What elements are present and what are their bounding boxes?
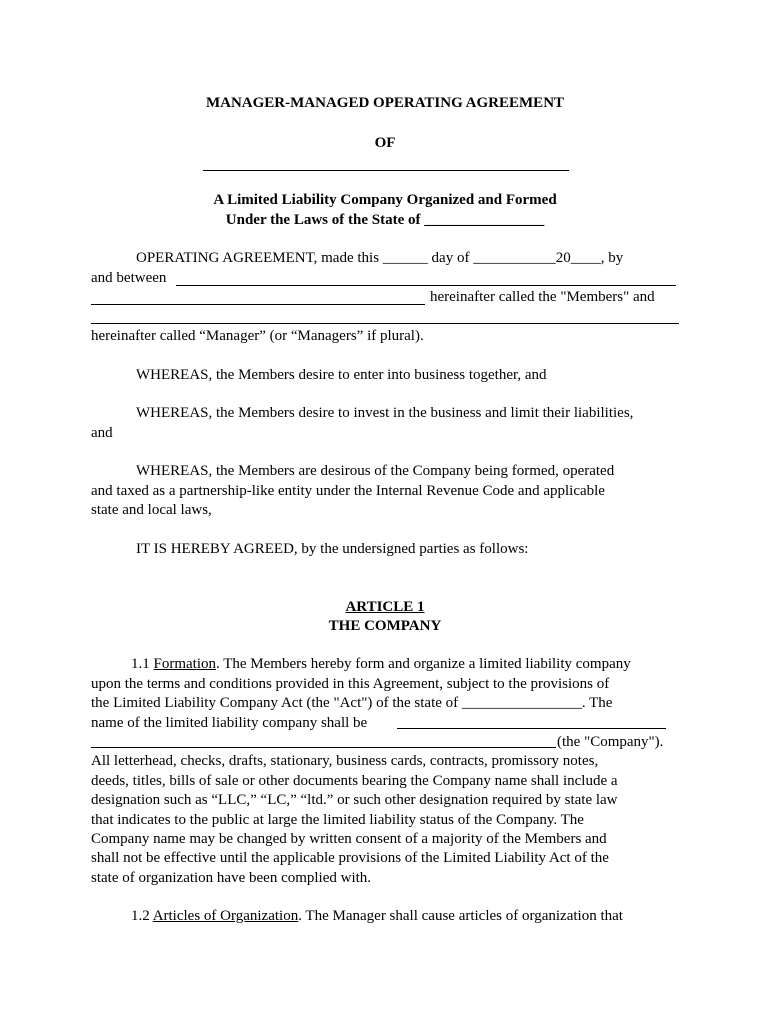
between-party-blank-2 — [91, 304, 425, 305]
subtitle-line-2: Under the Laws of the State of ________________ — [225, 212, 545, 228]
section-1-1-line-4: name of the limited liability company shall be — [91, 715, 368, 731]
section-1-1-line-11: shall not be effective until the applicable provisions of the Limited Liability Act of the — [91, 850, 609, 866]
section-1-1-line-9: that indicates to the public at large the limited liability status of the Company. The — [91, 812, 584, 828]
intro-line-2: and between — [91, 270, 167, 286]
agreed-statement: IT IS HEREBY AGREED, by the undersigned parties as follows: — [136, 541, 529, 557]
article-1-subheading: THE COMPANY — [328, 618, 442, 634]
between-party-blank-1 — [176, 285, 676, 286]
manager-name-blank — [91, 323, 679, 324]
section-1-1-line-5: (the "Company"). — [557, 734, 664, 750]
section-1-1-line-1 — [131, 655, 631, 674]
section-1-2-line-1 — [131, 907, 623, 926]
intro-line-3: hereinafter called the "Members" and — [430, 289, 655, 305]
whereas-3-line-3: state and local laws, — [91, 502, 212, 518]
section-1-2-text: . The Manager shall cause articles of organization that — [298, 908, 623, 924]
company-name-blank — [203, 170, 569, 171]
document-title: MANAGER-MANAGED OPERATING AGREEMENT — [205, 95, 565, 111]
section-1-1-line-12: state of organization have been complied with. — [91, 870, 372, 886]
article-1-heading: ARTICLE 1 — [345, 599, 425, 615]
company-name-field-blank-2 — [91, 747, 556, 748]
whereas-3-line-2: and taxed as a partnership-like entity under the Internal Revenue Code and applicable — [91, 483, 605, 499]
intro-line-4: hereinafter called “Manager” (or “Managers” if plural). — [91, 328, 424, 344]
intro-line-1: OPERATING AGREEMENT, made this ______ day of ___________20____, by — [136, 250, 624, 266]
whereas-2-line-2: and — [91, 425, 113, 441]
subtitle-line-1: A Limited Liability Company Organized and Formed — [213, 192, 557, 208]
whereas-1: WHEREAS, the Members desire to enter into business together, and — [136, 367, 547, 383]
section-1-1-line-8: designation such as “LLC,” “LC,” “ltd.” or such other designation required by state law — [91, 792, 618, 808]
section-1-1-line-6: All letterhead, checks, drafts, stationary, business cards, contracts, promissory notes, — [91, 753, 599, 769]
section-1-1-text: . The Members hereby form and organize a limited liability company — [216, 656, 631, 672]
document-of: OF — [374, 135, 396, 151]
whereas-2-line-1: WHEREAS, the Members desire to invest in the business and limit their liabilities, — [136, 405, 634, 421]
whereas-3-line-1: WHEREAS, the Members are desirous of the Company being formed, operated — [136, 463, 615, 479]
company-name-field-blank-1 — [397, 728, 666, 729]
section-1-1-title: Formation — [153, 656, 216, 672]
section-1-1-line-3: the Limited Liability Company Act (the "Act") of the state of ________________. The — [91, 695, 613, 711]
section-1-1-line-10: Company name may be changed by written consent of a majority of the Members and — [91, 831, 607, 847]
section-1-1-number: 1.1 — [131, 656, 154, 672]
section-1-2-number: 1.2 — [131, 908, 153, 924]
section-1-1-line-7: deeds, titles, bills of sale or other documents bearing the Company name shall include a — [91, 773, 618, 789]
section-1-2-title: Articles of Organization — [152, 908, 299, 924]
section-1-1-line-2: upon the terms and conditions provided in this Agreement, subject to the provisions of — [91, 676, 610, 692]
